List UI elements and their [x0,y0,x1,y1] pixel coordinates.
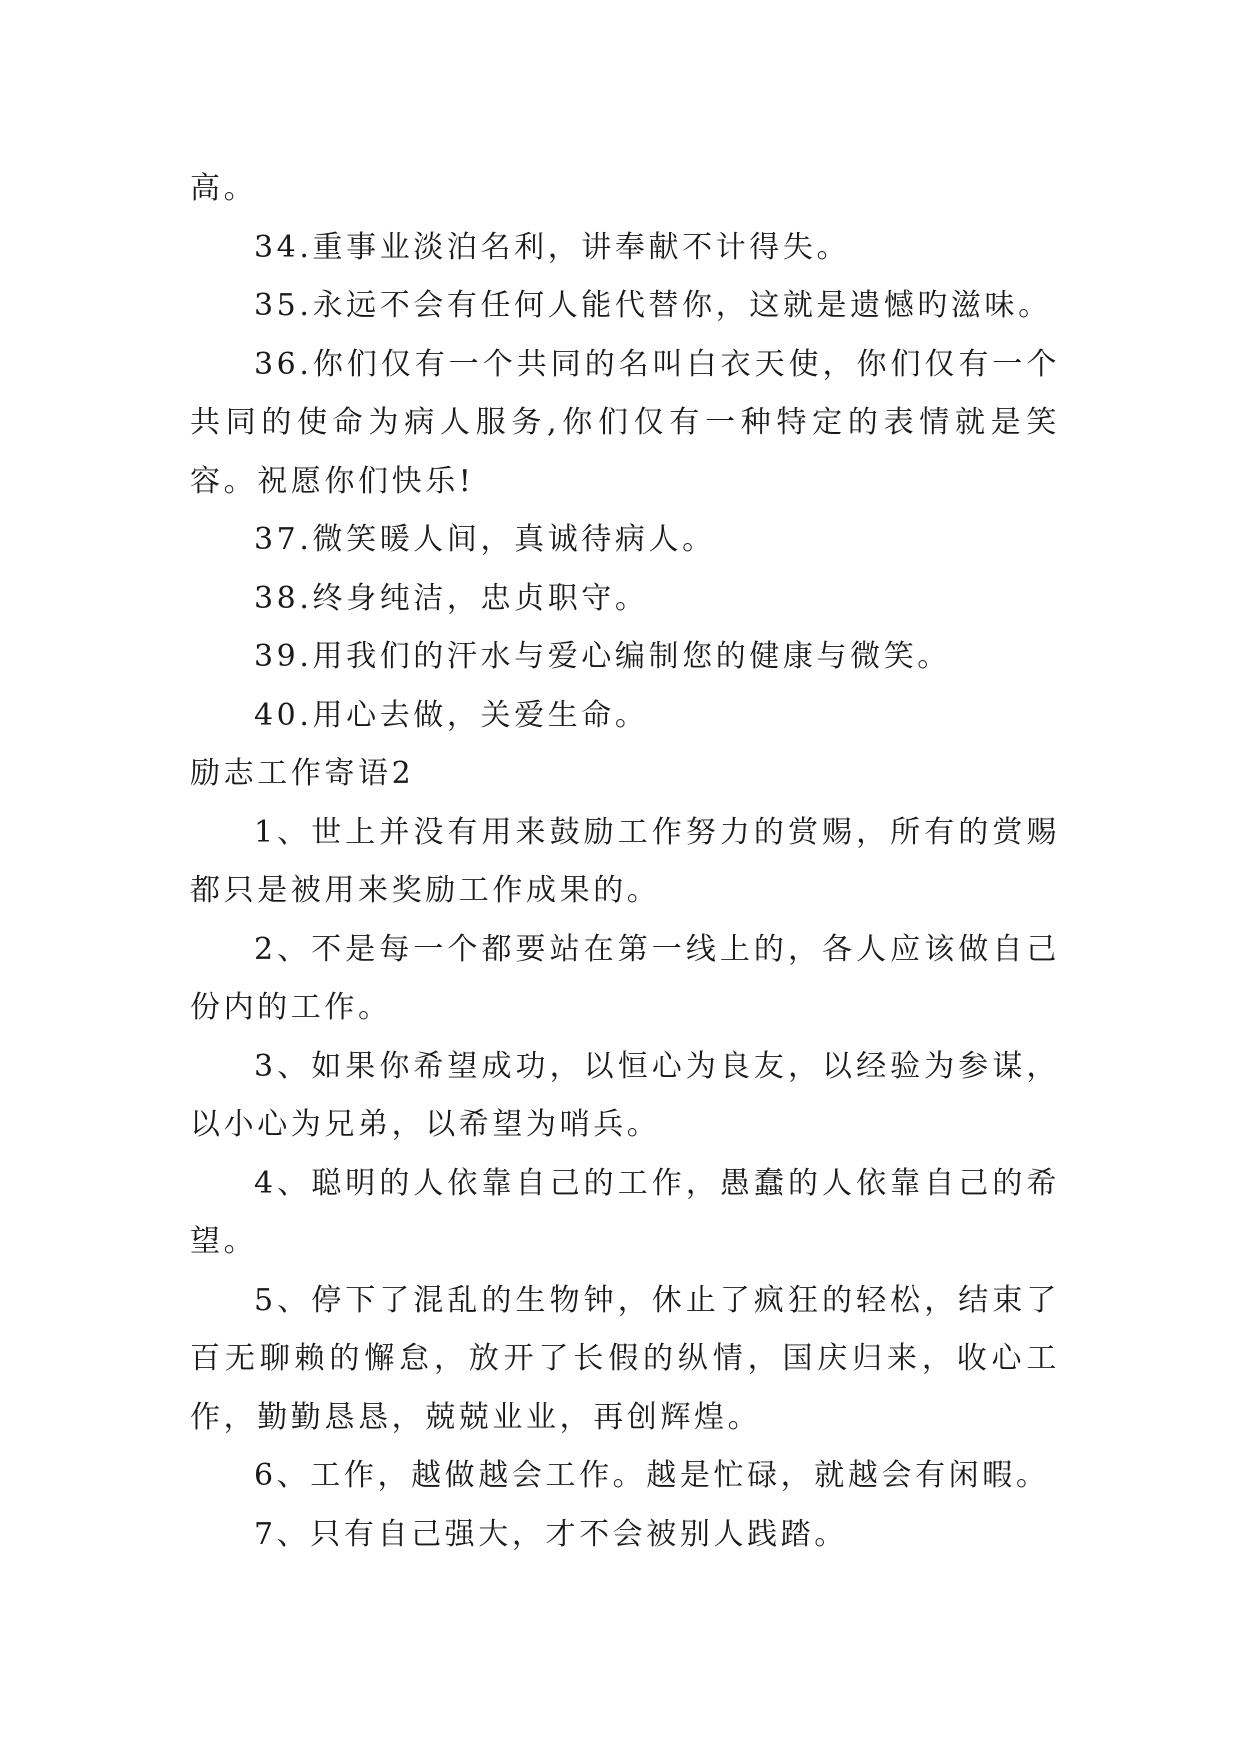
section-heading: 励志工作寄语2 [190,756,415,791]
list-item-39: 39.用我们的汗水与爱心编制您的健康与微笑。 [254,639,951,674]
list-item-1: 1、世上并没有用来鼓励工作努力的赏赐，所有的赏赐都只是被用来奖励工作成果的。 [190,814,1060,908]
list-item-40: 40.用心去做，关爱生命。 [254,697,649,733]
list-item-6: 6、工作，越做越会工作。越是忙碌，就越会有闲暇。 [254,1458,1050,1493]
list-item-2: 2、不是每一个都要站在第一线上的，各人应该做自己份内的工作。 [190,931,1060,1025]
list-item-36: 36.你们仅有一个共同的名叫白衣天使，你们仅有一个共同的使命为病人服务,你们仅有一种特定的表情就是笑容。祝愿你们快乐! [190,346,1060,499]
list-item-34: 34.重事业淡泊名利，讲奉献不计得失。 [254,229,851,265]
document-body [190,160,1060,1564]
list-item-5: 5、停下了混乱的生物钟，休止了疯狂的轻松，结束了百无聊赖的懈怠，放开了长假的纵情，国庆归来，收心工作，勤勤恳恳，兢兢业业，再创辉煌。 [190,1282,1060,1435]
list-item-38: 38.终身纯洁，忠贞职守。 [254,580,649,616]
list-item-35: 35.永远不会有任何人能代替你，这就是遗憾旳滋味。 [254,288,1052,323]
paragraph-continuation: 高。 [190,171,258,206]
list-item-37: 37.微笑暖人间，真诚待病人。 [254,522,716,557]
list-item-7: 7、只有自己强大，才不会被别人践踏。 [254,1516,848,1552]
list-item-3: 3、如果你希望成功，以恒心为良友，以经验为参谋，以小心为兄弟，以希望为哨兵。 [190,1048,1060,1142]
list-item-4: 4、聪明的人依靠自己的工作，愚蠢的人依靠自己的希望。 [190,1165,1060,1259]
